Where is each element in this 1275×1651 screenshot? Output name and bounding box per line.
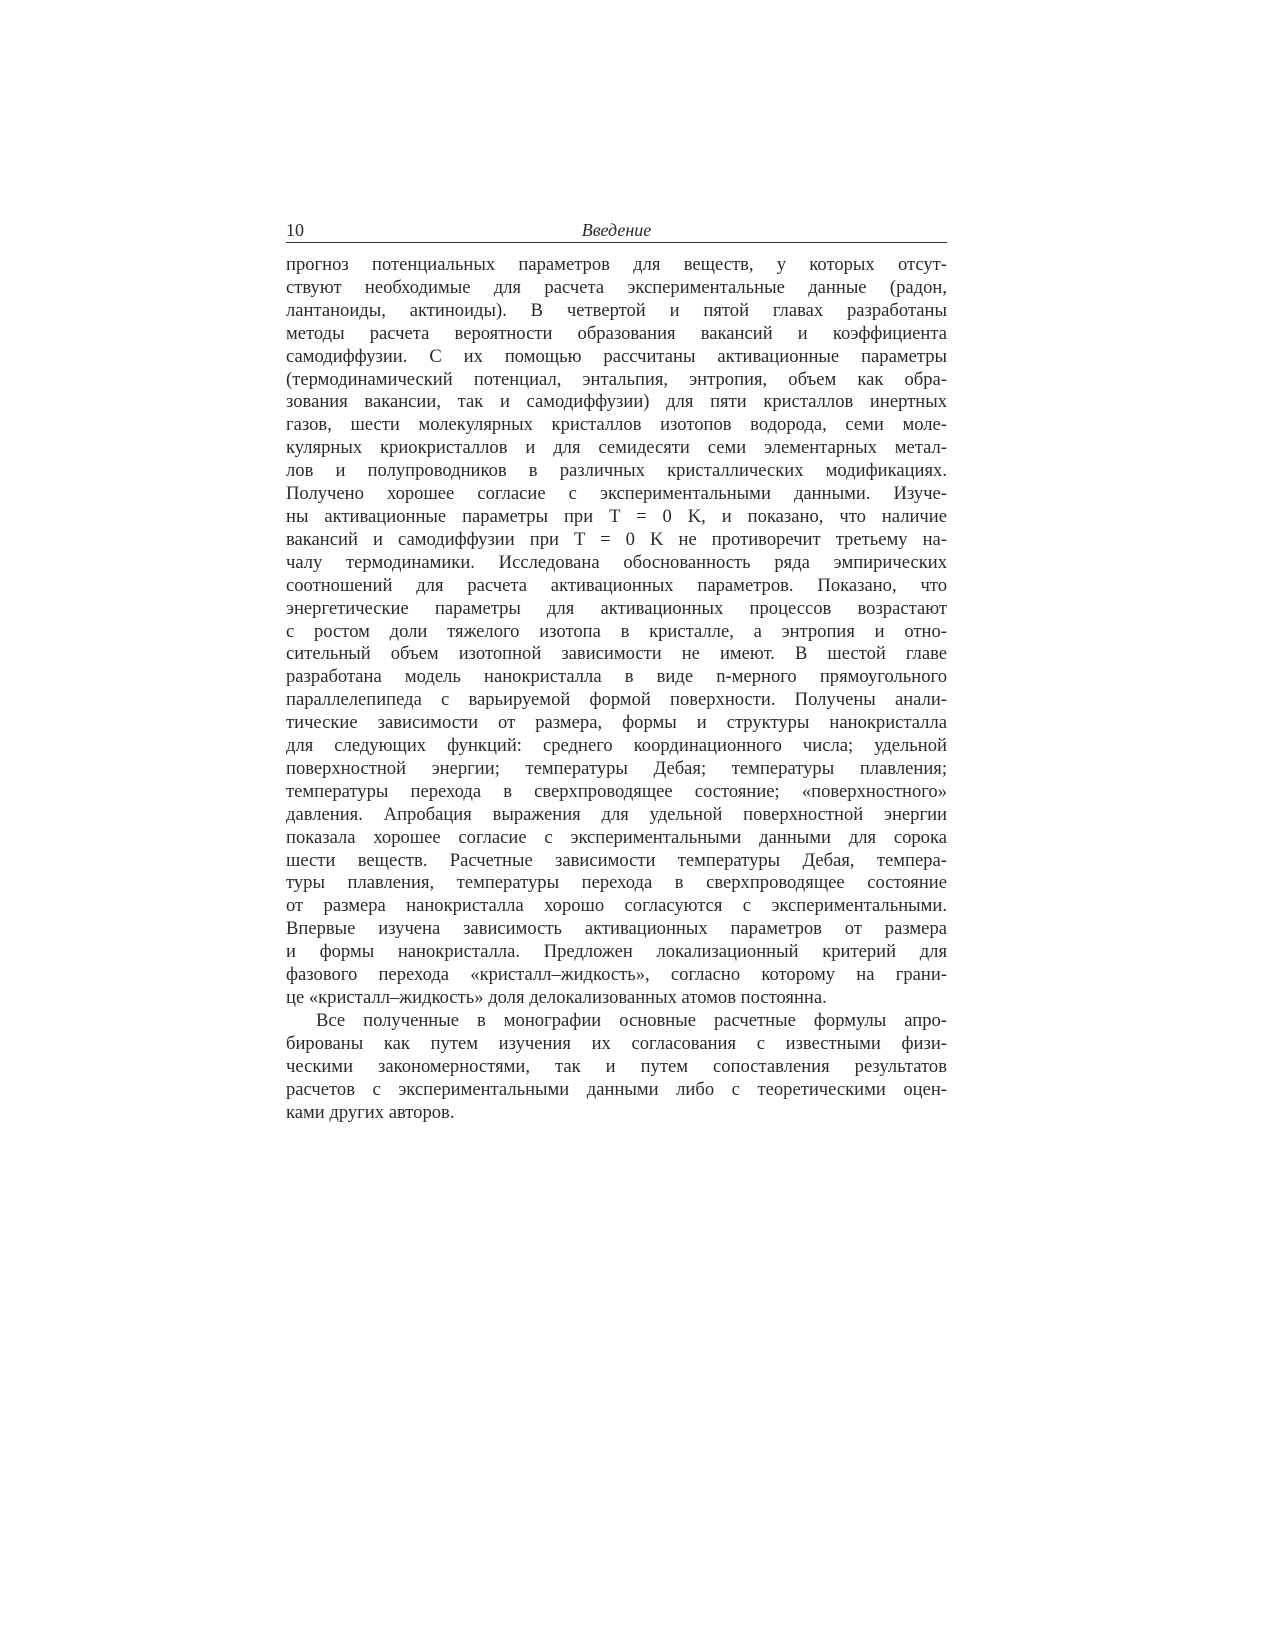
text-line: ны активационные параметры при T = 0 K, и показано, что наличие xyxy=(286,505,947,527)
text-line: и формы нанокристалла. Предложен локализационный критерий для xyxy=(286,941,947,963)
text-line: энергетические параметры для активационных процессов возрастают xyxy=(286,597,947,619)
text-line: туры плавления, температуры перехода в сверхпроводящее состояние xyxy=(286,872,947,894)
text-line: лов и полупроводников в различных кристаллических модификациях. xyxy=(286,460,947,482)
text-line: шести веществ. Расчетные зависимости температуры Дебая, темпера- xyxy=(286,849,947,871)
text-line: прогноз потенциальных параметров для веществ, у которых отсут- xyxy=(286,254,947,275)
text-line: поверхностной энергии; температуры Дебая; температуры плавления; xyxy=(286,757,947,779)
text-line: давления. Апробация выражения для удельной поверхностной энергии xyxy=(286,803,947,825)
text-line: с ростом доли тяжелого изотопа в кристалле, а энтропия и отно- xyxy=(286,620,947,642)
paragraph xyxy=(286,1010,947,1125)
running-head xyxy=(286,218,947,243)
text-line: це «кристалл–жидкость» доля делокализованных атомов постоянна. xyxy=(286,987,827,1008)
text-line: бированы как путем изучения их согласования с известными физи- xyxy=(286,1032,947,1054)
text-line: лантаноиды, актиноиды). В четвертой и пятой главах разработаны xyxy=(286,299,947,321)
text-line: самодиффузии. С их помощью рассчитаны активационные параметры xyxy=(286,345,947,367)
text-line: ствуют необходимые для расчета экспериментальные данные (радон, xyxy=(286,276,947,298)
text-line: вакансий и самодиффузии при T = 0 K не противоречит третьему на- xyxy=(286,528,947,550)
running-title: Введение xyxy=(581,220,652,240)
text-line: методы расчета вероятности образования вакансий и коэффициента xyxy=(286,322,947,344)
text-line: расчетов с экспериментальными данными либо с теоретическими оцен- xyxy=(286,1078,947,1100)
text-line: ками других авторов. xyxy=(286,1101,455,1123)
text-line: ческими закономерностями, так и путем сопоставления результатов xyxy=(286,1055,947,1077)
paragraph xyxy=(286,254,947,1010)
text-line: показала хорошее согласие с экспериментальными данными для сорока xyxy=(286,826,947,848)
text-line: Впервые изучена зависимость активационных параметров от размера xyxy=(286,918,947,940)
text-line: фазового перехода «кристалл–жидкость», согласно которому на грани- xyxy=(286,964,947,986)
text-line: параллелепипеда с варьируемой формой поверхности. Получены анали- xyxy=(286,689,947,711)
text-line: тические зависимости от размера, формы и структуры нанокристалла xyxy=(286,712,947,734)
text-line: газов, шести молекулярных кристаллов изотопов водорода, семи моле- xyxy=(286,414,947,436)
text-line: зования вакансии, так и самодиффузии) для пяти кристаллов инертных xyxy=(286,391,947,413)
text-line: Все полученные в монографии основные расчетные формулы апро- xyxy=(316,1009,947,1031)
text-line: от размера нанокристалла хорошо согласуются с экспериментальными. xyxy=(286,895,947,917)
text-line: Получено хорошее согласие с экспериментальными данными. Изучe- xyxy=(286,483,947,505)
text-line: соотношений для расчета активационных параметров. Показано, что xyxy=(286,574,947,596)
text-line: температуры перехода в сверхпроводящее состояние; «поверхностного» xyxy=(286,780,947,802)
text-line: (термодинамический потенциал, энтальпия, энтропия, объем как обра- xyxy=(286,368,947,390)
text-line: для следующих функций: среднего координационного числа; удельной xyxy=(286,735,947,757)
text-line: чалу термодинамики. Исследована обоснованность ряда эмпирических xyxy=(286,551,947,573)
text-line: разработана модель нанокристалла в виде n-мерного прямоугольного xyxy=(286,666,947,688)
book-page xyxy=(286,218,947,1124)
body-text xyxy=(286,254,947,1124)
page-number: 10 xyxy=(286,220,304,240)
text-line: кулярных криокристаллов и для семидесяти семи элементарных метал- xyxy=(286,437,947,459)
text-line: сительный объем изотопной зависимости не имеют. В шестой главе xyxy=(286,643,947,665)
